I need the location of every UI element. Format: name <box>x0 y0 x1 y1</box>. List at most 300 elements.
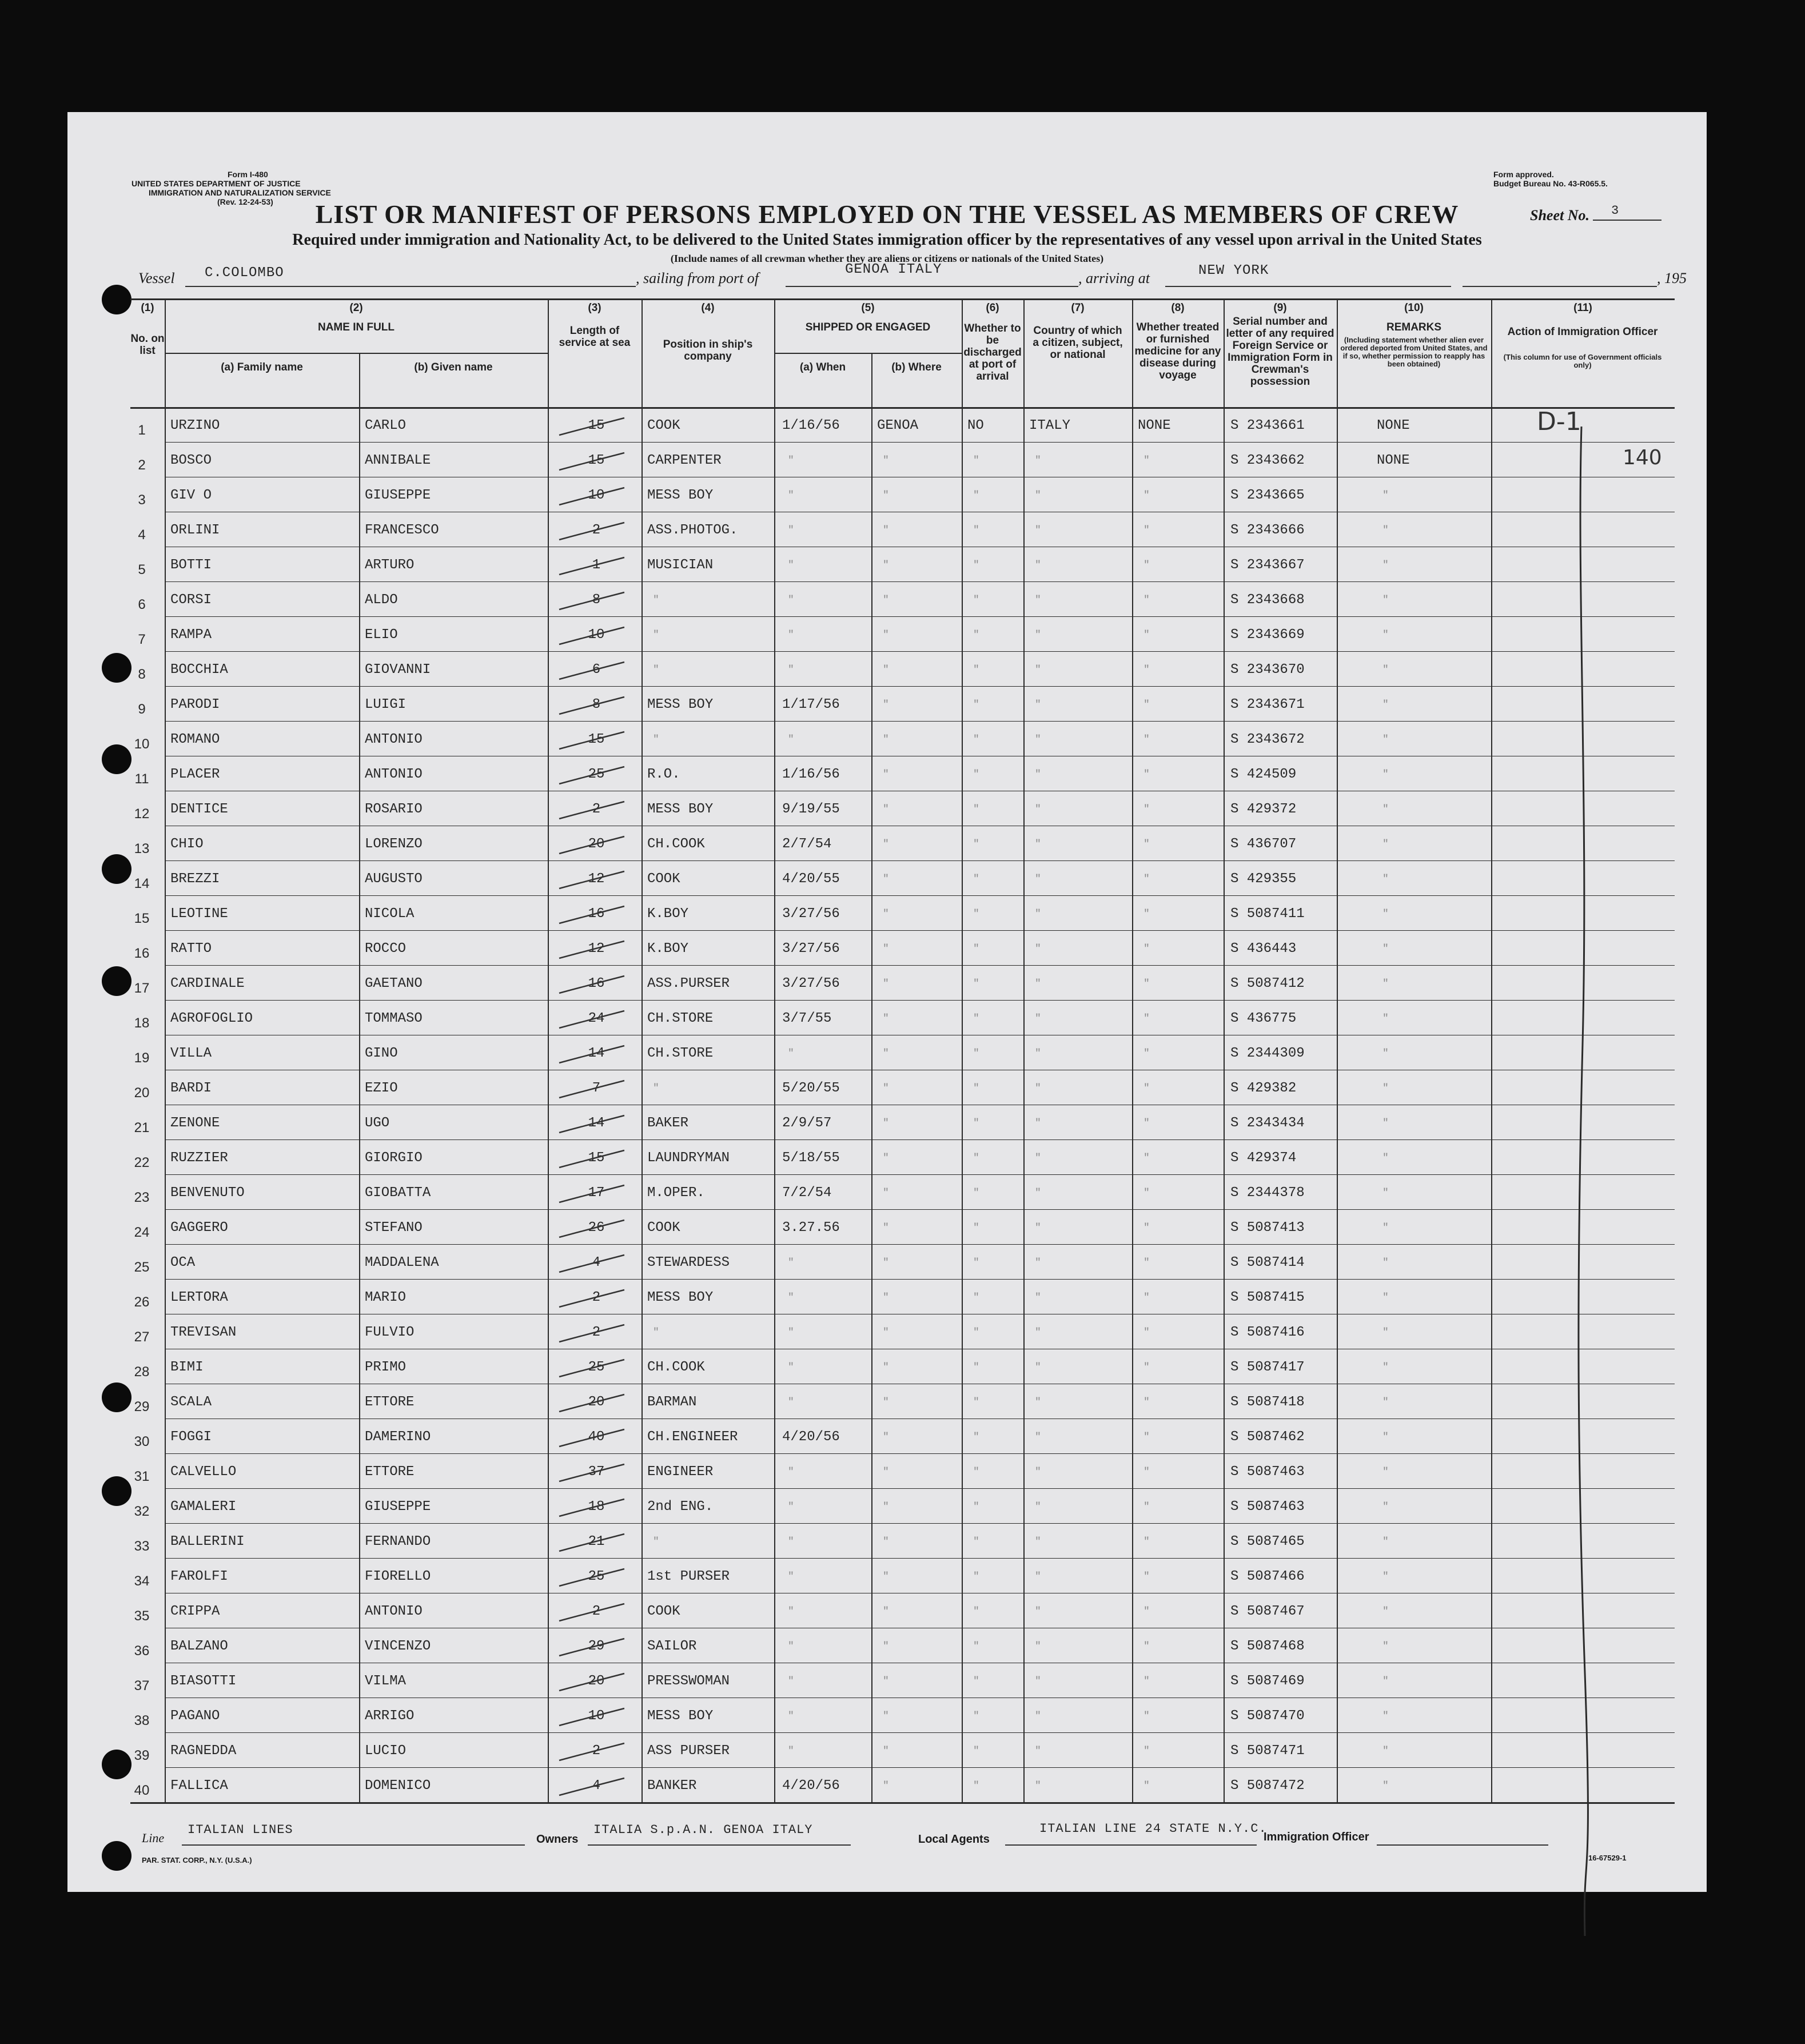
cell-family: LEOTINE <box>170 906 228 922</box>
line-label: Line <box>142 1831 165 1845</box>
service-check-mark <box>555 1601 629 1624</box>
ditto-mark: " <box>1143 1710 1150 1722</box>
manifest-page <box>67 112 1707 1892</box>
ditto-mark: " <box>1143 455 1150 467</box>
ditto-mark: " <box>1035 1152 1041 1164</box>
cell-service: 10 <box>588 487 605 503</box>
cell-service: 18 <box>588 1499 605 1515</box>
table-rule <box>165 1209 1675 1210</box>
ditto-mark: " <box>1143 524 1150 536</box>
cell-given: ELIO <box>365 627 398 643</box>
table-rule <box>548 298 549 1802</box>
cell-service: 25 <box>588 766 605 782</box>
cell-serial: S 429382 <box>1230 1080 1297 1096</box>
crew-count-note: 140 <box>1623 446 1662 469</box>
cell-service: 20 <box>588 836 605 852</box>
ditto-mark: " <box>1035 1292 1041 1304</box>
cell-family: LERTORA <box>170 1289 228 1305</box>
ditto-mark: " <box>883 594 889 606</box>
ditto-mark: " <box>973 629 979 641</box>
service-check-mark <box>555 1322 629 1345</box>
row-number: 3 <box>138 492 146 508</box>
cell-position: CH.COOK <box>647 1359 705 1375</box>
ditto-mark: " <box>883 1640 889 1652</box>
table-border <box>130 1802 1675 1804</box>
cell-given: PRIMO <box>365 1359 407 1375</box>
cell-service: 2 <box>592 801 601 817</box>
cell-service: 26 <box>588 1220 605 1236</box>
col-header-position: Position in ship's company <box>663 338 753 362</box>
cell-service: 2 <box>592 1743 601 1759</box>
table-rule <box>1023 298 1025 1802</box>
service-check-mark <box>555 1671 629 1694</box>
cell-given: GIUSEPPE <box>365 1499 431 1515</box>
ditto-mark: " <box>1035 873 1041 885</box>
ditto-mark: " <box>1035 629 1041 641</box>
ditto-mark: " <box>1143 1640 1150 1652</box>
cell-serial: S 2343661 <box>1230 417 1305 433</box>
ditto-mark: " <box>973 1082 979 1094</box>
row-number: 29 <box>134 1398 150 1415</box>
cell-when: 1/16/56 <box>782 417 840 433</box>
cell-given: ARRIGO <box>365 1708 415 1724</box>
ditto-mark: " <box>1382 594 1389 606</box>
cell-family: FAROLFI <box>170 1568 228 1584</box>
cell-position: ASS.PURSER <box>647 975 730 991</box>
cell-service: 29 <box>588 1638 605 1654</box>
cell-serial: S 2343669 <box>1230 627 1305 643</box>
ditto-mark: " <box>1035 1187 1041 1199</box>
ditto-mark: " <box>1143 1326 1150 1338</box>
table-rule <box>165 686 1675 687</box>
ditto-mark: " <box>1035 1745 1041 1757</box>
cell-family: TREVISAN <box>170 1324 237 1340</box>
cell-family: BIASOTTI <box>170 1673 237 1689</box>
row-number: 8 <box>138 666 146 682</box>
ditto-mark: " <box>883 1710 889 1722</box>
cell-serial: S 2344378 <box>1230 1185 1305 1201</box>
cell-family: DENTICE <box>170 801 228 817</box>
cell-serial: S 5087412 <box>1230 975 1305 991</box>
cell-service: 20 <box>588 1394 605 1410</box>
ditto-mark: " <box>1382 1361 1389 1373</box>
cell-given: NICOLA <box>365 906 415 922</box>
ditto-mark: " <box>788 1257 794 1269</box>
service-check-mark <box>555 1497 629 1520</box>
cell-service: 14 <box>588 1045 605 1061</box>
ditto-mark: " <box>883 908 889 920</box>
cell-family: RAMPA <box>170 627 212 643</box>
ditto-mark: " <box>973 455 979 467</box>
cell-when: 4/20/55 <box>782 871 840 887</box>
cell-given: TOMMASO <box>365 1010 423 1026</box>
cell-family: CALVELLO <box>170 1464 237 1480</box>
cell-position: CH.STORE <box>647 1010 714 1026</box>
ditto-mark: " <box>973 908 979 920</box>
row-number: 15 <box>134 910 150 926</box>
service-check-mark <box>555 1253 629 1276</box>
ditto-mark: " <box>788 734 794 746</box>
ditto-mark: " <box>883 1675 889 1687</box>
service-check-mark <box>555 1043 629 1066</box>
cell-when: 3/7/55 <box>782 1010 832 1026</box>
ditto-mark: " <box>788 1501 794 1513</box>
ditto-mark: " <box>883 1396 889 1408</box>
ditto-mark: " <box>653 594 659 606</box>
ditto-mark: " <box>1382 908 1389 920</box>
ditto-mark: " <box>883 1082 889 1094</box>
form-approved: Form approved. <box>1493 170 1554 179</box>
cell-serial: S 5087415 <box>1230 1289 1305 1305</box>
ditto-mark: " <box>883 1571 889 1583</box>
ditto-mark: " <box>883 1501 889 1513</box>
ditto-mark: " <box>973 664 979 676</box>
ditto-mark: " <box>1382 1466 1389 1478</box>
cell-when: 3/27/56 <box>782 906 840 922</box>
table-rule <box>1337 298 1338 1802</box>
ditto-mark: " <box>1382 768 1389 780</box>
cell-service: 14 <box>588 1115 605 1131</box>
service-name: IMMIGRATION AND NATURALIZATION SERVICE <box>149 188 331 197</box>
cell-position: STEWARDESS <box>647 1254 730 1270</box>
cell-serial: S 5087418 <box>1230 1394 1305 1410</box>
ditto-mark: " <box>1382 873 1389 885</box>
row-number: 6 <box>138 596 146 612</box>
cell-position: MESS BOY <box>647 801 714 817</box>
table-rule <box>165 721 1675 722</box>
row-number: 18 <box>134 1015 150 1031</box>
ditto-mark: " <box>1143 1780 1150 1792</box>
col-header-num: (5) <box>861 302 875 314</box>
ditto-mark: " <box>1035 734 1041 746</box>
ditto-mark: " <box>1382 1152 1389 1164</box>
table-rule <box>165 1139 1675 1140</box>
ditto-mark: " <box>1035 1222 1041 1234</box>
row-number: 12 <box>134 806 150 822</box>
ditto-mark: " <box>973 1396 979 1408</box>
cell-serial: S 2343662 <box>1230 452 1305 468</box>
ditto-mark: " <box>1143 734 1150 746</box>
row-number: 35 <box>134 1608 150 1624</box>
ditto-mark: " <box>1035 908 1041 920</box>
department-name: UNITED STATES DEPARTMENT OF JUSTICE <box>132 179 301 188</box>
table-rule <box>165 1453 1675 1454</box>
ditto-mark: " <box>1143 664 1150 676</box>
cell-family: ROMANO <box>170 731 220 747</box>
row-number: 33 <box>134 1538 150 1554</box>
service-check-mark <box>555 1741 629 1764</box>
ditto-mark: " <box>1143 908 1150 920</box>
cell-serial: S 5087470 <box>1230 1708 1305 1724</box>
service-check-mark <box>555 485 629 508</box>
ditto-mark: " <box>1382 1745 1389 1757</box>
cell-position: K.BOY <box>647 941 689 957</box>
table-rule <box>871 353 872 1802</box>
cell-service: 1 <box>592 557 601 573</box>
ditto-mark: " <box>788 455 794 467</box>
ditto-mark: " <box>883 1466 889 1478</box>
row-number: 4 <box>138 527 146 543</box>
col-header-name: NAME IN FULL <box>317 321 395 333</box>
service-check-mark <box>555 416 629 439</box>
row-number: 28 <box>134 1364 150 1380</box>
cell-service: 12 <box>588 871 605 887</box>
cell-position: 2nd ENG. <box>647 1499 714 1515</box>
table-border <box>130 407 1675 409</box>
cell-service: 15 <box>588 452 605 468</box>
table-rule <box>774 353 962 354</box>
ditto-mark: " <box>1035 559 1041 571</box>
cell-position: COOK <box>647 417 680 433</box>
cell-family: PAGANO <box>170 1708 220 1724</box>
row-number: 38 <box>134 1712 150 1728</box>
ditto-mark: " <box>1035 803 1041 815</box>
ditto-mark: " <box>1143 1605 1150 1617</box>
cell-when: 5/20/55 <box>782 1080 840 1096</box>
form-revision: (Rev. 12-24-53) <box>217 197 273 206</box>
binder-hole <box>102 1841 132 1871</box>
cell-family: CHIO <box>170 836 204 852</box>
ditto-mark: " <box>788 559 794 571</box>
cell-serial: S 436707 <box>1230 836 1297 852</box>
ditto-mark: " <box>1035 1396 1041 1408</box>
cell-given: VILMA <box>365 1673 407 1689</box>
service-check-mark <box>555 451 629 473</box>
cell-service: 40 <box>588 1429 605 1445</box>
ditto-mark: " <box>788 1640 794 1652</box>
row-number: 17 <box>134 980 150 996</box>
ditto-mark: " <box>1382 1292 1389 1304</box>
cell-family: VILLA <box>170 1045 212 1061</box>
ditto-mark: " <box>653 629 659 641</box>
col-header-country: Country of which a citizen, subject, or national <box>1033 325 1123 361</box>
row-number: 26 <box>134 1294 150 1310</box>
cell-when: 2/9/57 <box>782 1115 832 1131</box>
row-number: 9 <box>138 701 146 717</box>
ditto-mark: " <box>973 1466 979 1478</box>
row-number: 19 <box>134 1050 150 1066</box>
ditto-mark: " <box>973 1780 979 1792</box>
ditto-mark: " <box>788 489 794 501</box>
ditto-mark: " <box>1382 1710 1389 1722</box>
cell-given: LUCIO <box>365 1743 407 1759</box>
cell-given: STEFANO <box>365 1220 423 1236</box>
service-check-mark <box>555 764 629 787</box>
cell-service: 21 <box>588 1533 605 1549</box>
cell-given: GIOVANNI <box>365 662 431 678</box>
ditto-mark: " <box>1035 664 1041 676</box>
col-header-serial: Serial number and letter of any required Foreign Service or Immigration Form in Crewman's possession <box>1226 316 1334 388</box>
cell-position: 1st PURSER <box>647 1568 730 1584</box>
service-check-mark <box>555 974 629 997</box>
ditto-mark: " <box>1143 1292 1150 1304</box>
cell-service: 2 <box>592 1603 601 1619</box>
cell-position: MESS BOY <box>647 1289 714 1305</box>
ditto-mark: " <box>1143 1675 1150 1687</box>
cell-service: 15 <box>588 1150 605 1166</box>
arriving-port: NEW YORK <box>1198 263 1269 278</box>
service-check-mark <box>555 1392 629 1415</box>
ditto-mark: " <box>1035 1571 1041 1583</box>
cell-serial: S 5087414 <box>1230 1254 1305 1270</box>
cell-given: ETTORE <box>365 1394 415 1410</box>
ditto-mark: " <box>883 489 889 501</box>
ditto-mark: " <box>1382 803 1389 815</box>
table-rule <box>165 1558 1675 1559</box>
col-header-service: Length of service at sea <box>559 325 631 349</box>
cell-family: BOCCHIA <box>170 662 228 678</box>
ditto-mark: " <box>1035 1361 1041 1373</box>
row-number: 22 <box>134 1154 150 1170</box>
cell-position: BARMAN <box>647 1394 697 1410</box>
ditto-mark: " <box>883 1431 889 1443</box>
ditto-mark: " <box>883 1187 889 1199</box>
cell-when: 4/20/56 <box>782 1778 840 1794</box>
service-check-mark <box>555 1218 629 1241</box>
form-subnote: (Include names of all crewman whether they are aliens or citizens or nationals of the United States) <box>670 253 1104 264</box>
ditto-mark: " <box>653 1536 659 1548</box>
ditto-mark: " <box>883 1117 889 1129</box>
cell-given: DAMERINO <box>365 1429 431 1445</box>
form-subtitle: Required under immigration and Nationality Act, to be delivered to the United States immigration officer by the representatives of any vessel upon arrival in the United States <box>292 231 1482 249</box>
ditto-mark: " <box>788 1571 794 1583</box>
col-header-discharged: Whether to be discharged at port of arrival <box>963 322 1022 382</box>
ditto-mark: " <box>1382 1187 1389 1199</box>
ditto-mark: " <box>1382 1431 1389 1443</box>
ditto-mark: " <box>1382 838 1389 850</box>
ditto-mark: " <box>973 1013 979 1025</box>
ditto-mark: " <box>1382 1117 1389 1129</box>
cell-family: GAMALERI <box>170 1499 237 1515</box>
service-check-mark <box>555 869 629 892</box>
cell-given: UGO <box>365 1115 390 1131</box>
ditto-mark: " <box>788 524 794 536</box>
ditto-mark: " <box>1143 873 1150 885</box>
row-number: 2 <box>138 457 146 473</box>
col-header-num: (11) <box>1573 302 1592 314</box>
ditto-mark: " <box>883 734 889 746</box>
cell-given: FIORELLO <box>365 1568 431 1584</box>
cell-service: 20 <box>588 1673 605 1689</box>
table-rule <box>165 895 1675 896</box>
cell-serial: S 5087411 <box>1230 906 1305 922</box>
col-header-number: No. on list <box>130 333 165 357</box>
cell-given: GIUSEPPE <box>365 487 431 503</box>
ditto-mark: " <box>1035 1047 1041 1059</box>
ditto-mark: " <box>1143 699 1150 711</box>
cell-position: CH.ENGINEER <box>647 1429 738 1445</box>
cell-position: CARPENTER <box>647 452 722 468</box>
table-rule <box>165 442 1675 443</box>
ditto-mark: " <box>1035 1117 1041 1129</box>
cell-service: 8 <box>592 592 601 608</box>
cell-where: GENOA <box>877 417 919 433</box>
table-rule <box>165 930 1675 931</box>
ditto-mark: " <box>1035 1780 1041 1792</box>
ditto-mark: " <box>1382 1501 1389 1513</box>
cell-service: 2 <box>592 1289 601 1305</box>
cell-position: LAUNDRYMAN <box>647 1150 730 1166</box>
col-header-num: (3) <box>588 302 601 314</box>
ditto-mark: " <box>1382 524 1389 536</box>
ditto-mark: " <box>1143 838 1150 850</box>
service-check-mark <box>555 660 629 683</box>
agents-label: Local Agents <box>918 1833 990 1846</box>
ditto-mark: " <box>653 734 659 746</box>
cell-family: FALLICA <box>170 1778 228 1794</box>
cell-when: 1/16/56 <box>782 766 840 782</box>
cell-serial: S 424509 <box>1230 766 1297 782</box>
cell-position: MESS BOY <box>647 487 714 503</box>
cell-service: 4 <box>592 1254 601 1270</box>
ditto-mark: " <box>1035 1431 1041 1443</box>
ditto-mark: " <box>1143 559 1150 571</box>
ditto-mark: " <box>973 594 979 606</box>
ditto-mark: " <box>1143 1571 1150 1583</box>
cell-given: ANTONIO <box>365 766 423 782</box>
ditto-mark: " <box>973 873 979 885</box>
service-check-mark <box>555 1357 629 1380</box>
cell-medicine: NONE <box>1138 417 1171 433</box>
ditto-mark: " <box>1035 1257 1041 1269</box>
table-rule <box>1132 298 1133 1802</box>
cell-position: CH.STORE <box>647 1045 714 1061</box>
table-rule <box>774 298 775 1802</box>
ditto-mark: " <box>1382 1013 1389 1025</box>
cell-serial: S 5087465 <box>1230 1533 1305 1549</box>
cell-serial: S 2344309 <box>1230 1045 1305 1061</box>
ditto-mark: " <box>973 803 979 815</box>
ditto-mark: " <box>973 1222 979 1234</box>
ditto-mark: " <box>973 1361 979 1373</box>
table-rule <box>165 353 548 354</box>
ditto-mark: " <box>883 559 889 571</box>
service-check-mark <box>555 939 629 962</box>
ditto-mark: " <box>1035 1501 1041 1513</box>
cell-given: MARIO <box>365 1289 407 1305</box>
ditto-mark: " <box>883 1292 889 1304</box>
cell-service: 2 <box>592 1324 601 1340</box>
row-number: 21 <box>134 1119 150 1135</box>
row-number: 5 <box>138 561 146 577</box>
ditto-mark: " <box>653 664 659 676</box>
budget-bureau: Budget Bureau No. 43-R065.5. <box>1493 179 1608 188</box>
cell-service: 15 <box>588 731 605 747</box>
ditto-mark: " <box>1035 1640 1041 1652</box>
officer-initials: D-1 <box>1537 407 1581 436</box>
cell-given: ALDO <box>365 592 398 608</box>
service-check-mark <box>555 1009 629 1031</box>
cell-position: COOK <box>647 871 680 887</box>
ditto-mark: " <box>973 1257 979 1269</box>
ditto-mark: " <box>973 1047 979 1059</box>
ditto-mark: " <box>788 1605 794 1617</box>
vessel-name: C.COLOMBO <box>205 265 284 281</box>
cell-position: PRESSWOMAN <box>647 1673 730 1689</box>
cell-serial: S 2343666 <box>1230 522 1305 538</box>
service-check-mark <box>555 1113 629 1136</box>
cell-family: GAGGERO <box>170 1220 228 1236</box>
cell-service: 37 <box>588 1464 605 1480</box>
table-rule <box>165 298 166 1802</box>
sheet-number: 3 <box>1611 204 1620 218</box>
ditto-mark: " <box>973 1710 979 1722</box>
cell-service: 25 <box>588 1359 605 1375</box>
ditto-mark: " <box>1143 1501 1150 1513</box>
ditto-mark: " <box>973 1152 979 1164</box>
cell-when: 7/2/54 <box>782 1185 832 1201</box>
service-check-mark <box>555 834 629 857</box>
